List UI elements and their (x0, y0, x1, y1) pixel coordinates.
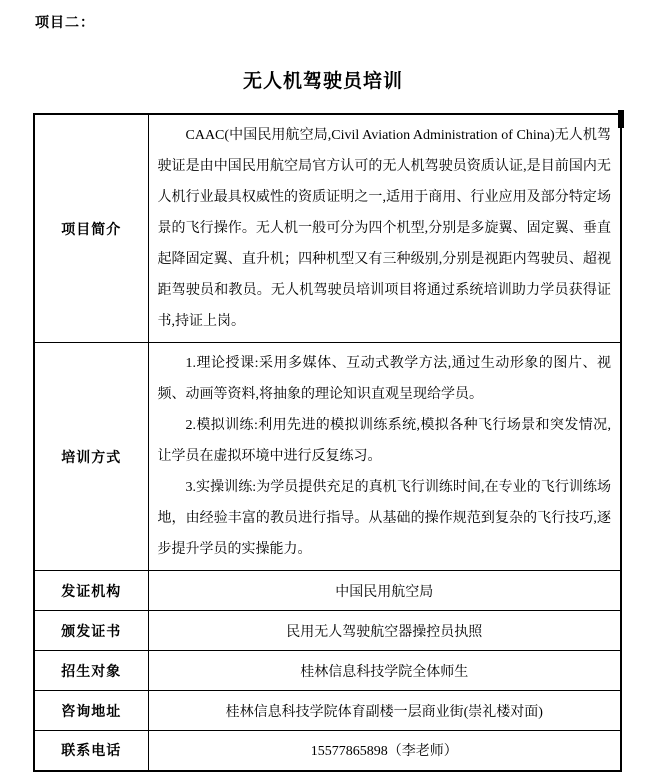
training-info-table (33, 113, 622, 772)
table-corner-mark (618, 110, 624, 128)
row-label-training-method: 培训方式 (34, 343, 148, 571)
table-row-target-students (34, 651, 621, 691)
section-label: 项目二： (35, 14, 95, 30)
training-method-item-1: 1.理论授课:采用多媒体、互动式教学方法,通过生动形象的图片、视频、动画等资料,将抽象的理论知识直观呈现给学员。 (157, 356, 611, 402)
training-method-item-2: 2.模拟训练:利用先进的模拟训练系统,模拟各种飞行场景和突发情况,让学员在虚拟环境中进行反复练习。 (157, 418, 611, 464)
row-content-project-intro (148, 114, 621, 343)
row-value-issuing-authority: 中国民用航空局 (148, 571, 621, 611)
row-value-phone: 15577865898（李老师） (148, 731, 621, 771)
training-method-item-3: 3.实操训练:为学员提供充足的真机飞行训练时间,在专业的飞行训练场地，由经验丰富的教员进行指导。从基础的操作规范到复杂的飞行技巧,逐步提升学员的实操能力。 (157, 480, 611, 557)
table-row-address (34, 691, 621, 731)
row-label-issuing-authority: 发证机构 (34, 571, 148, 611)
table-row-issuing-authority (34, 571, 621, 611)
project-intro-paragraph: CAAC(中国民用航空局,Civil Aviation Administration of China)无人机驾驶证是由中国民用航空局官方认可的无人机驾驶员资质认证,是目前国内无人机行业最具权威性的资质证明之一,适用于商用、行业应用及部分特定场景的飞行操作。无人机一般可分为四个机型,分别是多旋翼、固定翼、垂直起降固定翼、直升机；四种机型又有三种级别,分别是视距内驾驶员、超视距驾驶员和教员。无人机驾驶员培训项目将通过系统培训助力学员获得证书,持证上岗。 (157, 128, 611, 329)
row-content-training-method (148, 343, 621, 571)
document-title: 无人机驾驶员培训 (242, 71, 403, 92)
row-label-project-intro: 项目简介 (34, 114, 148, 343)
row-value-address: 桂林信息科技学院体育副楼一层商业街(崇礼楼对面) (148, 691, 621, 731)
row-value-target-students: 桂林信息科技学院全体师生 (148, 651, 621, 691)
table-row-training-method (34, 343, 621, 571)
table-row-phone (34, 731, 621, 771)
row-label-target-students: 招生对象 (34, 651, 148, 691)
row-label-phone: 联系电话 (34, 731, 148, 771)
row-label-certificate: 颁发证书 (34, 611, 148, 651)
table-row-certificate (34, 611, 621, 651)
row-label-address: 咨询地址 (34, 691, 148, 731)
row-value-certificate: 民用无人驾驶航空器操控员执照 (148, 611, 621, 651)
table-row-project-intro (34, 114, 621, 343)
